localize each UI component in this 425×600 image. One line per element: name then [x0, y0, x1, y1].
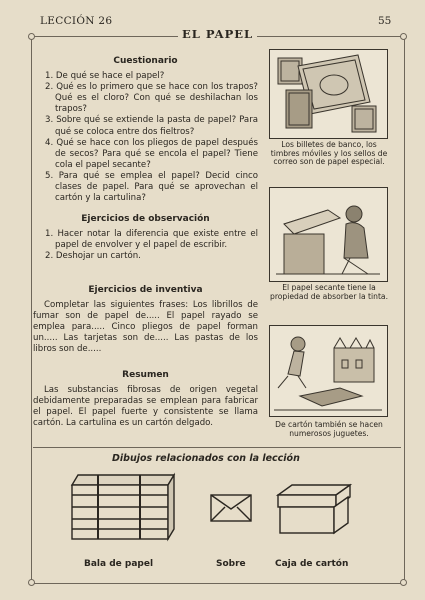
- caption-banknotes: Los billetes de banco, los timbres móviles y los sellos de correo son de papel especial.: [270, 140, 388, 167]
- page-title: EL PAPEL: [178, 27, 257, 41]
- border-corner: [28, 579, 35, 586]
- envelope-drawing: [209, 493, 253, 523]
- border-corner: [28, 33, 35, 40]
- label-bala: Bala de papel: [84, 559, 154, 569]
- observacion-section: [33, 214, 258, 262]
- caption-blotting-paper: El papel secante tiene la propiedad de absorber la tinta.: [270, 283, 388, 301]
- question-item: 1. De qué se hace el papel?: [45, 71, 165, 82]
- paper-bale-drawing: [68, 471, 178, 543]
- border-corner: [400, 579, 407, 586]
- label-sobre: Sobre: [216, 559, 246, 569]
- cardboard-box-drawing: [274, 481, 354, 537]
- question-item: 4. Qué se hace con los pliegos de papel después de secos? Para qué se encola el papel? Tiene cola el papel secante?: [45, 137, 258, 170]
- question-item: 5. Para qué se emplea el papel? Decid cinco clases de papel. Para qué se aprovechan el cartón y la cartulina?: [45, 170, 258, 204]
- label-caja: Caja de cartón: [275, 559, 349, 569]
- inventiva-text: Completar las siguientes frases: Los librillos de fumar son de papel de..... El papel rayado se emplea para..... Cinco pliegos de papel forman un..... Las tarjetas son de..... Las pastas de los libros son de.....: [33, 300, 258, 355]
- banknotes-illustration: [269, 49, 388, 139]
- inventiva-section: [33, 285, 258, 356]
- section-heading: Resumen: [122, 370, 169, 380]
- resumen-text: Las substancias fibrosas de origen vegetal debidamente preparadas se emplean para fabricar el papel. El papel fuerte y consistente se llama cartón. La cartulina es un cartón delgado.: [33, 385, 258, 429]
- page-number: 55: [378, 15, 392, 27]
- border-corner: [400, 33, 407, 40]
- section-heading: Cuestionario: [113, 56, 178, 66]
- cuestionario-section: [33, 56, 258, 204]
- resumen-section: [33, 370, 258, 429]
- exercise-item: 2. Deshojar un cartón.: [45, 251, 141, 262]
- section-heading: Ejercicios de inventiva: [88, 285, 203, 295]
- section-divider: [33, 447, 401, 448]
- blotting-paper-illustration: [269, 187, 388, 282]
- dibujos-title: Dibujos relacionados con la lección: [112, 453, 300, 464]
- exercise-item: 1. Hacer notar la diferencia que existe entre el papel de envolver y el papel de escribir.: [45, 229, 258, 251]
- caption-toys: De cartón también se hacen numerosos juguetes.: [275, 420, 383, 438]
- cardboard-toys-illustration: [269, 325, 388, 417]
- lesson-number: LECCIÓN 26: [40, 15, 113, 27]
- question-item: 2. Qué es lo primero que se hace con los trapos? Qué es el cloro? Con qué se deshilachan los trapos?: [45, 82, 258, 115]
- section-heading: Ejercicios de observación: [81, 214, 210, 224]
- question-item: 3. Sobre qué se extiende la pasta de papel? Para qué se coloca entre dos fieltros?: [45, 115, 258, 137]
